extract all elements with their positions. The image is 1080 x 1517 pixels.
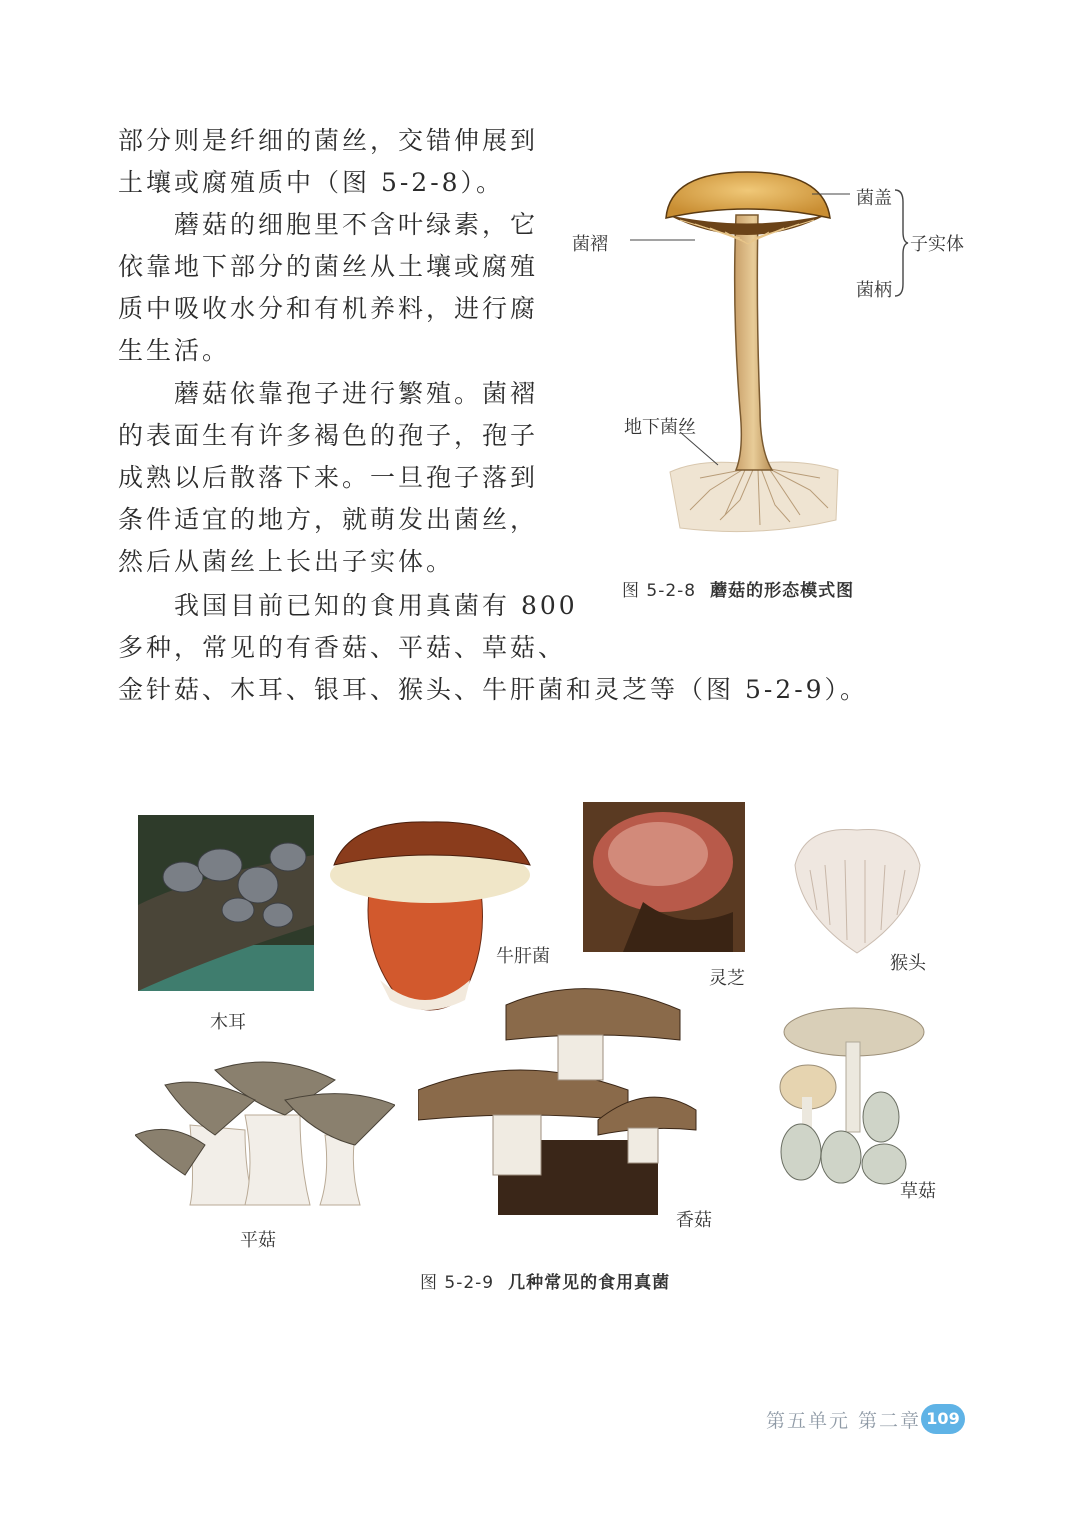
label-oyster-mushroom: 平菇	[240, 1230, 276, 1251]
label-straw-mushroom: 草菇	[900, 1181, 936, 1202]
label-bolete: 牛肝菌	[496, 946, 550, 967]
paragraph-3: 蘑菇依靠孢子进行繁殖。菌褶 的表面生有许多褐色的孢子，孢子 成熟以后散落下来。一旦孢子落到 条件适宜的地方，就萌发出菌丝， 然后从菌丝上长出子实体。	[118, 379, 539, 576]
straw-mushroom-image	[776, 1002, 926, 1190]
paragraph-1: 部分则是纤细的菌丝，交错伸展到 土壤或腐殖质中（图 5-2-8）。	[118, 126, 539, 197]
caption-title: 蘑菇的形态模式图	[710, 581, 855, 601]
caption-number: 图 5-2-9	[420, 1273, 495, 1293]
label-lions-mane: 猴头	[890, 953, 926, 974]
caption-title: 几种常见的食用真菌	[508, 1273, 671, 1293]
oyster-mushroom-image	[135, 1055, 395, 1213]
paragraph-4: 我国目前已知的食用真菌有 800 多种，常见的有香菇、平菇、草菇、 金针菇、木耳、银耳、猴头、牛肝菌和灵芝等（图 5-2-9）。	[118, 591, 869, 704]
figure-5-2-9-caption	[420, 1268, 670, 1293]
lions-mane-image	[785, 825, 930, 955]
wood-ear-image	[138, 815, 314, 991]
footer-section: 第五单元 第二章	[766, 1410, 922, 1432]
paragraph-2: 蘑菇的细胞里不含叶绿素，它 依靠地下部分的菌丝从土壤或腐殖 质中吸收水分和有机养料，进行腐 生生活。	[118, 210, 539, 365]
page-number: 109	[921, 1404, 965, 1434]
bracket-icon	[893, 188, 909, 298]
label-cap: 菌盖	[856, 188, 892, 209]
label-fruiting-body: 子实体	[910, 234, 964, 255]
caption-number: 图 5-2-8	[622, 581, 697, 601]
label-mycelium: 地下菌丝	[624, 417, 696, 438]
label-shiitake: 香菇	[676, 1210, 712, 1231]
label-wood-ear: 木耳	[210, 1012, 246, 1033]
mushroom-diagram	[600, 160, 860, 540]
figure-5-2-8-caption	[622, 576, 854, 601]
lingzhi-image	[583, 802, 745, 952]
label-lingzhi: 灵芝	[709, 968, 745, 989]
label-gills: 菌褶	[572, 234, 608, 255]
shiitake-image	[418, 980, 698, 1220]
label-stalk: 菌柄	[856, 280, 892, 301]
